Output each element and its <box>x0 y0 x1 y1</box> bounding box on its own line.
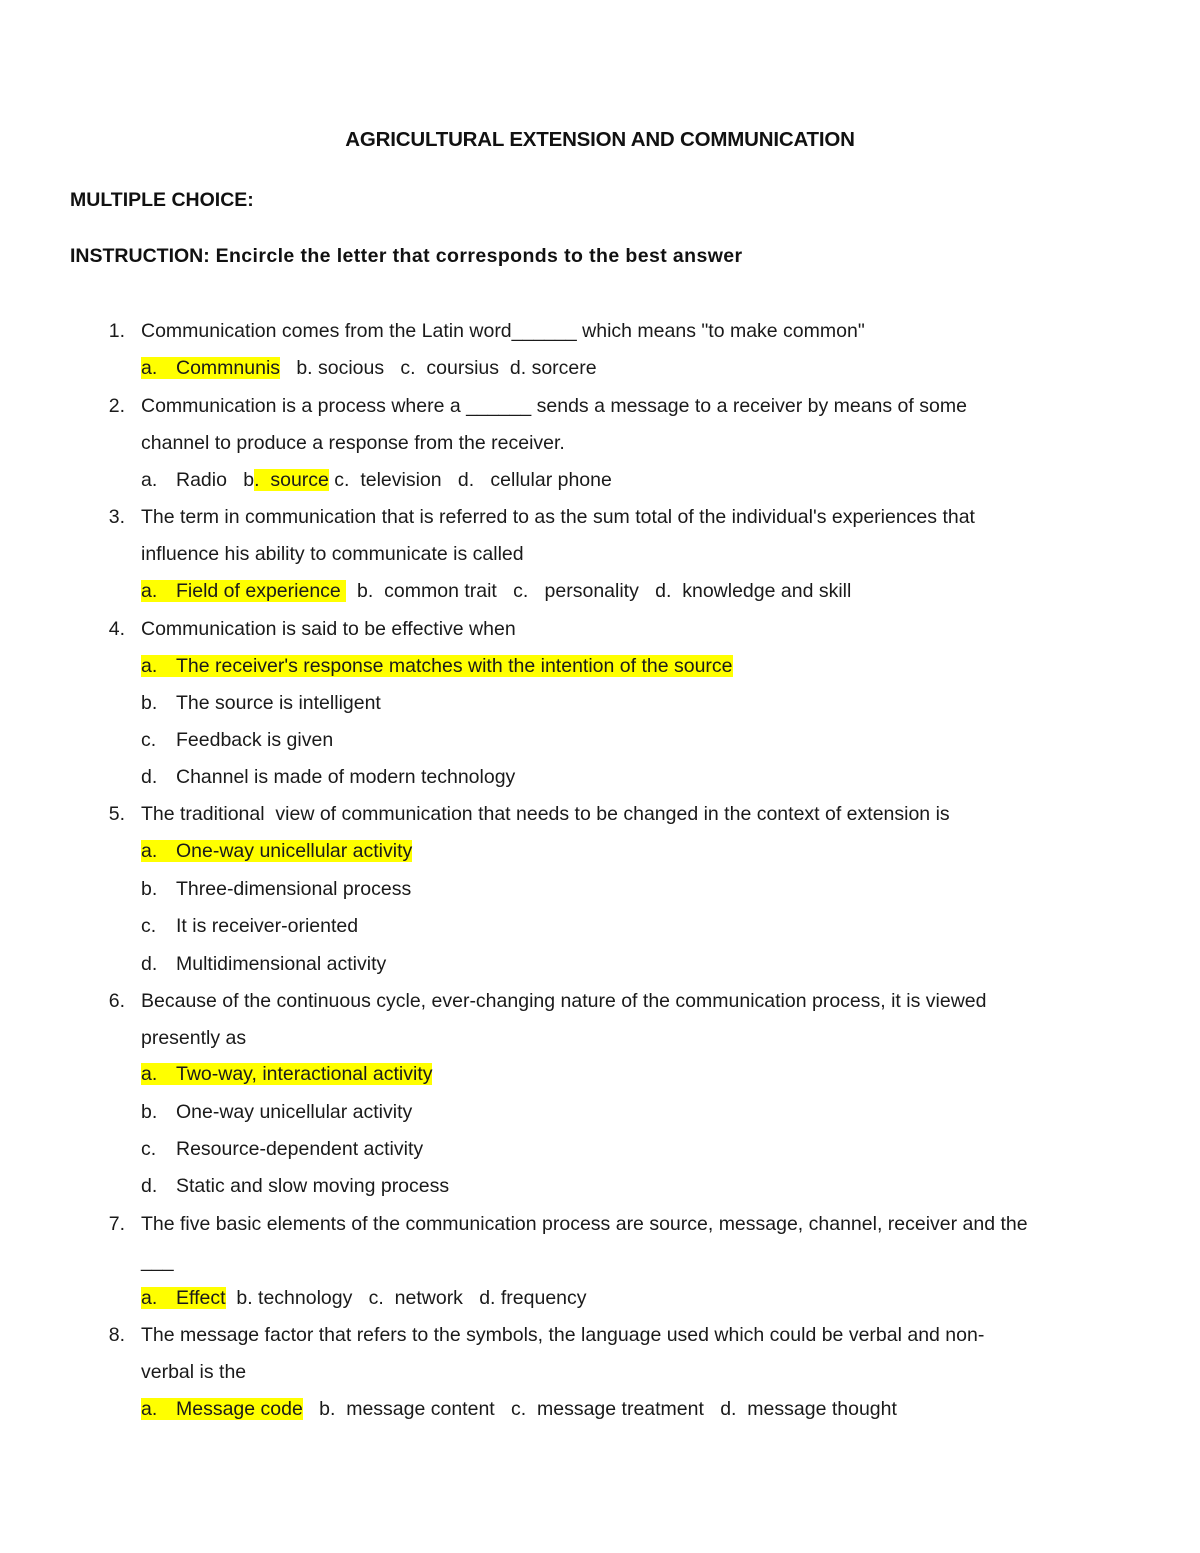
question-number: 3. <box>108 506 125 528</box>
option-a[interactable]: a. Radio <box>141 469 227 491</box>
option-d[interactable]: d. sorcere <box>509 357 597 379</box>
option-c[interactable]: c. network <box>368 1287 463 1309</box>
question-text-cont: verbal is the <box>141 1361 247 1383</box>
question-number: 8. <box>108 1324 125 1346</box>
option-d[interactable]: d. message thought <box>720 1398 897 1420</box>
option-c[interactable]: c. Feedback is given <box>141 729 334 751</box>
question-number: 7. <box>108 1213 125 1235</box>
option-d[interactable]: d. frequency <box>479 1287 587 1309</box>
section-heading: MULTIPLE CHOICE: <box>70 189 254 211</box>
option-b[interactable]: b. technology <box>236 1287 353 1309</box>
option-a-correct[interactable]: a. The receiver's response matches with the intention of the source <box>141 655 733 677</box>
option-a-correct[interactable]: a. Commnunis <box>141 357 281 379</box>
option-b[interactable]: b. One-way unicellular activity <box>141 1101 413 1123</box>
option-c[interactable]: c. message treatment <box>510 1398 704 1420</box>
question-number: 6. <box>108 990 125 1012</box>
question-text-cont: channel to produce a response from the receiver. <box>141 432 565 454</box>
option-c[interactable]: c. It is receiver-oriented <box>141 915 359 937</box>
option-d[interactable]: d. Channel is made of modern technology <box>141 766 516 788</box>
options-row <box>141 579 851 603</box>
question-text: Communication comes from the Latin word______ which means "to make common" <box>141 320 865 342</box>
options-row <box>141 1397 897 1421</box>
question-number: 1. <box>108 320 125 342</box>
question-number: 4. <box>108 618 125 640</box>
option-d[interactable]: d. cellular phone <box>457 469 612 491</box>
option-a-correct[interactable]: a. Field of experience <box>141 580 346 602</box>
question-number: 5. <box>108 803 125 825</box>
option-b[interactable]: b. common trait <box>357 580 497 602</box>
question-text: The five basic elements of the communication process are source, message, channel, receiver and the <box>141 1213 1028 1235</box>
options-row <box>141 1286 587 1310</box>
option-a-correct[interactable]: a. One-way unicellular activity <box>141 840 413 862</box>
question-text: The term in communication that is referred to as the sum total of the individual's experiences that <box>141 506 975 528</box>
option-d[interactable]: d. Multidimensional activity <box>141 953 387 975</box>
option-b[interactable]: b. The source is intelligent <box>141 692 381 714</box>
option-b[interactable]: b. message content <box>319 1398 495 1420</box>
instruction-text: Encircle the letter that corresponds to the best answer <box>209 245 743 267</box>
question-text: The traditional view of communication that needs to be changed in the context of extension is <box>141 803 950 825</box>
question-text-cont: presently as <box>141 1027 247 1049</box>
option-a-correct[interactable]: a. Two-way, interactional activity <box>141 1063 433 1085</box>
option-c[interactable]: c. television <box>334 469 442 491</box>
option-a-correct[interactable]: a. Message code <box>141 1398 303 1420</box>
question-text: Because of the continuous cycle, ever-changing nature of the communication process, it is viewed <box>141 990 987 1012</box>
option-c[interactable]: c. personality <box>513 580 639 602</box>
question-text-cont: influence his ability to communicate is called <box>141 543 524 565</box>
options-row <box>141 356 597 380</box>
document-title: AGRICULTURAL EXTENSION AND COMMUNICATION <box>345 128 855 151</box>
question-text: Communication is a process where a ______ sends a message to a receiver by means of some <box>141 395 967 417</box>
question-text: The message factor that refers to the symbols, the language used which could be verbal and non- <box>141 1324 985 1346</box>
option-b[interactable]: b. socious <box>296 357 385 379</box>
option-d[interactable]: d. knowledge and skill <box>655 580 852 602</box>
options-row <box>141 468 612 492</box>
option-b-correct[interactable]: b. source <box>243 469 329 491</box>
question-blank: ___ <box>141 1250 174 1272</box>
option-d[interactable]: d. Static and slow moving process <box>141 1175 450 1197</box>
instruction <box>70 245 743 268</box>
option-c[interactable]: c. Resource-dependent activity <box>141 1138 424 1160</box>
option-b[interactable]: b. Three-dimensional process <box>141 878 412 900</box>
question-text: Communication is said to be effective when <box>141 618 516 640</box>
option-c[interactable]: c. coursius <box>400 357 500 379</box>
option-a-correct[interactable]: a. Effect <box>141 1287 226 1309</box>
question-number: 2. <box>108 395 125 417</box>
instruction-label: INSTRUCTION: <box>70 245 210 267</box>
